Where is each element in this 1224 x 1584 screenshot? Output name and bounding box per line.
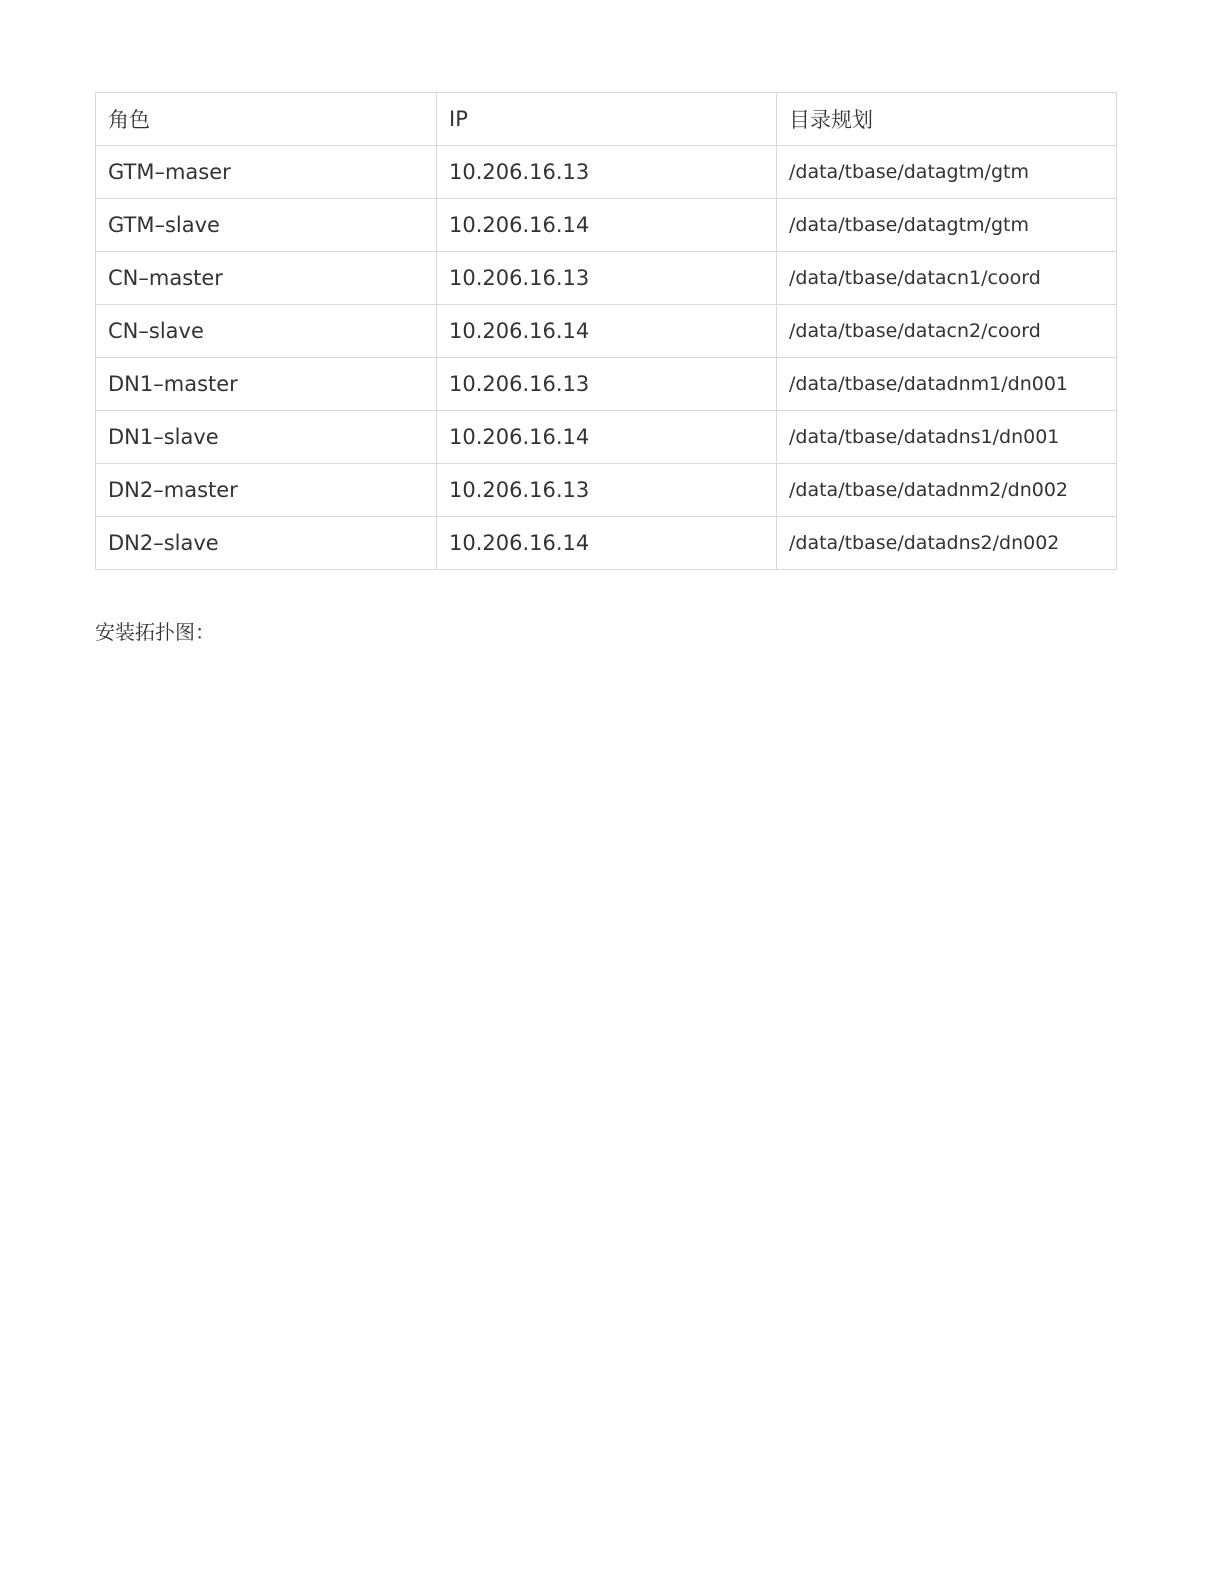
ip-cell: 10.206.16.14: [437, 517, 777, 570]
topology-caption: 安装拓扑图：: [95, 620, 215, 644]
role-cell: DN2–master: [96, 464, 437, 517]
header-directory: 目录规划: [777, 93, 1117, 146]
directory-cell: /data/tbase/datacn1/coord: [777, 252, 1117, 305]
table-row: [96, 411, 1117, 464]
directory-cell: /data/tbase/datacn2/coord: [777, 305, 1117, 358]
header-ip: IP: [437, 93, 777, 146]
ip-cell: 10.206.16.14: [437, 199, 777, 252]
directory-cell: /data/tbase/datadns2/dn002: [777, 517, 1117, 570]
directory-cell: /data/tbase/datagtm/gtm: [777, 146, 1117, 199]
table-row: [96, 517, 1117, 570]
header-role: 角色: [96, 93, 437, 146]
role-cell: DN1–master: [96, 358, 437, 411]
table-header-row: [96, 93, 1117, 146]
ip-cell: 10.206.16.13: [437, 252, 777, 305]
table-row: [96, 358, 1117, 411]
role-cell: GTM–slave: [96, 199, 437, 252]
ip-cell: 10.206.16.14: [437, 305, 777, 358]
role-cell: CN–master: [96, 252, 437, 305]
ip-cell: 10.206.16.13: [437, 464, 777, 517]
ip-cell: 10.206.16.13: [437, 146, 777, 199]
directory-cell: /data/tbase/datagtm/gtm: [777, 199, 1117, 252]
table-row: [96, 146, 1117, 199]
role-cell: GTM–maser: [96, 146, 437, 199]
directory-cell: /data/tbase/datadnm1/dn001: [777, 358, 1117, 411]
role-cell: DN2–slave: [96, 517, 437, 570]
directory-cell: /data/tbase/datadns1/dn001: [777, 411, 1117, 464]
directory-cell: /data/tbase/datadnm2/dn002: [777, 464, 1117, 517]
ip-cell: 10.206.16.14: [437, 411, 777, 464]
table-row: [96, 464, 1117, 517]
table-row: [96, 305, 1117, 358]
ip-cell: 10.206.16.13: [437, 358, 777, 411]
role-cell: DN1–slave: [96, 411, 437, 464]
role-cell: CN–slave: [96, 305, 437, 358]
table-row: [96, 199, 1117, 252]
table-row: [96, 252, 1117, 305]
deployment-table: [95, 92, 1117, 570]
